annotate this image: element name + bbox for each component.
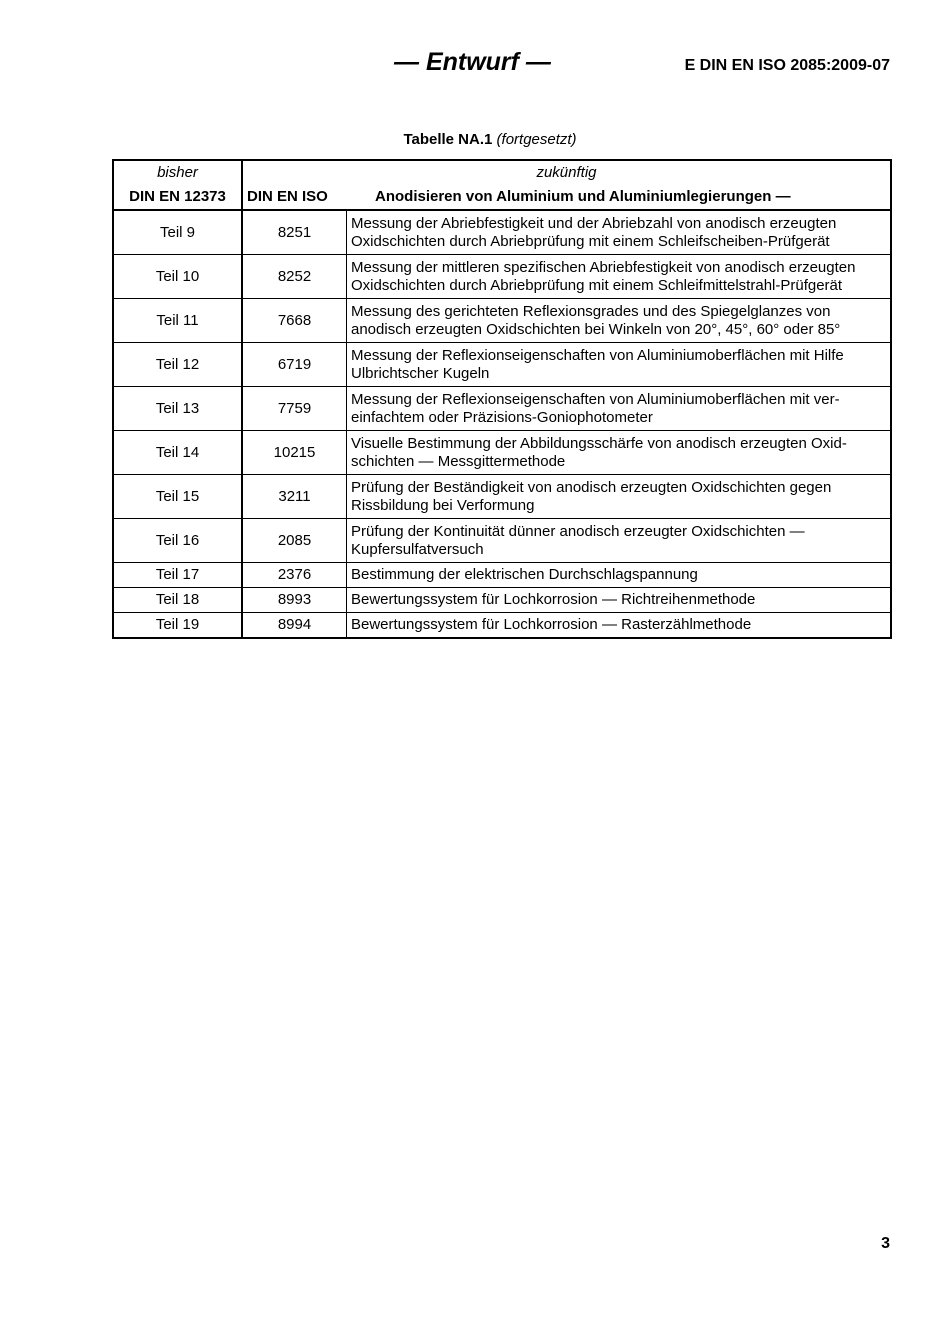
description-cell xyxy=(347,613,892,639)
draft-title: — Entwurf — xyxy=(394,48,551,76)
iso-cell: 8994 xyxy=(242,613,347,639)
part-cell: Teil 13 xyxy=(113,387,242,431)
part-cell: Teil 14 xyxy=(113,431,242,475)
description-line: Messung der Reflexionseigenschaften von Aluminiumoberflächen mit Hilfe xyxy=(351,346,844,364)
table-row xyxy=(113,343,891,387)
header-cell-old xyxy=(113,160,242,210)
description-line: Messung der Reflexionseigenschaften von Aluminiumoberflächen mit ver- xyxy=(351,390,840,408)
table-row xyxy=(113,387,891,431)
iso-cell: 8251 xyxy=(242,210,347,255)
table-row xyxy=(113,255,891,299)
caption-note: (fortgesetzt) xyxy=(496,131,577,148)
header-title: Anodisieren von Aluminium und Aluminiumlegierungen — xyxy=(375,188,791,205)
standards-table xyxy=(112,159,892,639)
iso-cell: 8993 xyxy=(242,588,347,613)
description-cell xyxy=(347,210,892,255)
description-line: Oxidschichten durch Abriebprüfung mit einem Schleifscheiben-Prüfgerät xyxy=(351,232,830,250)
description-cell xyxy=(347,563,892,588)
description-cell xyxy=(347,255,892,299)
document-id: E DIN EN ISO 2085:2009-07 xyxy=(684,57,890,74)
iso-cell: 6719 xyxy=(242,343,347,387)
part-cell: Teil 11 xyxy=(113,299,242,343)
description-line: Bestimmung der elektrischen Durchschlagspannung xyxy=(351,566,698,583)
iso-cell: 2085 xyxy=(242,519,347,563)
description-cell xyxy=(347,343,892,387)
iso-cell: 2376 xyxy=(242,563,347,588)
iso-cell: 10215 xyxy=(242,431,347,475)
page-number: 3 xyxy=(881,1235,890,1252)
table-row xyxy=(113,519,891,563)
part-cell: Teil 17 xyxy=(113,563,242,588)
description-line: anodisch erzeugten Oxidschichten bei Winkeln von 20°, 45°, 60° oder 85° xyxy=(351,320,841,338)
caption-label: Tabelle NA.1 xyxy=(403,131,493,148)
part-cell: Teil 16 xyxy=(113,519,242,563)
part-cell: Teil 9 xyxy=(113,210,242,255)
table-caption xyxy=(0,131,950,148)
description-line: Kupfersulfatversuch xyxy=(351,540,484,558)
description-cell xyxy=(347,475,892,519)
header-din-en: DIN EN 12373 xyxy=(129,188,226,205)
description-line: Messung des gerichteten Reflexionsgrades und des Spiegelglanzes von xyxy=(351,302,831,320)
description-line: Bewertungssystem für Lochkorrosion — Richtreihenmethode xyxy=(351,591,756,608)
part-cell: Teil 15 xyxy=(113,475,242,519)
header-zukuenftig: zukünftig xyxy=(536,164,597,181)
iso-cell: 8252 xyxy=(242,255,347,299)
description-line: Prüfung der Beständigkeit von anodisch erzeugten Oxidschichten gegen xyxy=(351,478,832,496)
table-row xyxy=(113,475,891,519)
iso-cell: 7668 xyxy=(242,299,347,343)
description-line: Oxidschichten durch Abriebprüfung mit einem Schleifmittelstrahl-Prüfgerät xyxy=(351,276,843,294)
description-cell xyxy=(347,387,892,431)
description-line: Ulbrichtscher Kugeln xyxy=(351,364,490,382)
description-cell xyxy=(347,299,892,343)
description-line: Rissbildung bei Verformung xyxy=(351,496,535,514)
part-cell: Teil 19 xyxy=(113,613,242,639)
iso-cell: 7759 xyxy=(242,387,347,431)
description-line: Messung der Abriebfestigkeit und der Abriebzahl von anodisch erzeugten xyxy=(351,214,837,232)
header-din-en-iso: DIN EN ISO xyxy=(247,188,328,205)
description-cell xyxy=(347,588,892,613)
iso-cell: 3211 xyxy=(242,475,347,519)
description-line: Visuelle Bestimmung der Abbildungsschärfe von anodisch erzeugten Oxid- xyxy=(351,434,847,452)
header-bisher: bisher xyxy=(157,164,198,181)
description-cell xyxy=(347,519,892,563)
table-row xyxy=(113,613,891,639)
header-cell-future xyxy=(242,160,891,210)
table-row xyxy=(113,431,891,475)
part-cell: Teil 12 xyxy=(113,343,242,387)
description-cell xyxy=(347,431,892,475)
description-line: Prüfung der Kontinuität dünner anodisch erzeugter Oxidschichten — xyxy=(351,522,805,540)
description-line: Messung der mittleren spezifischen Abriebfestigkeit von anodisch erzeugten xyxy=(351,258,856,276)
table-row xyxy=(113,210,891,255)
part-cell: Teil 18 xyxy=(113,588,242,613)
table-header-row xyxy=(113,160,891,210)
part-cell: Teil 10 xyxy=(113,255,242,299)
table-row xyxy=(113,588,891,613)
description-line: einfachtem oder Präzisions-Goniophotometer xyxy=(351,408,653,426)
description-line: Bewertungssystem für Lochkorrosion — Rasterzählmethode xyxy=(351,616,752,633)
description-line: schichten — Messgittermethode xyxy=(351,452,566,470)
table-row xyxy=(113,299,891,343)
table-row xyxy=(113,563,891,588)
